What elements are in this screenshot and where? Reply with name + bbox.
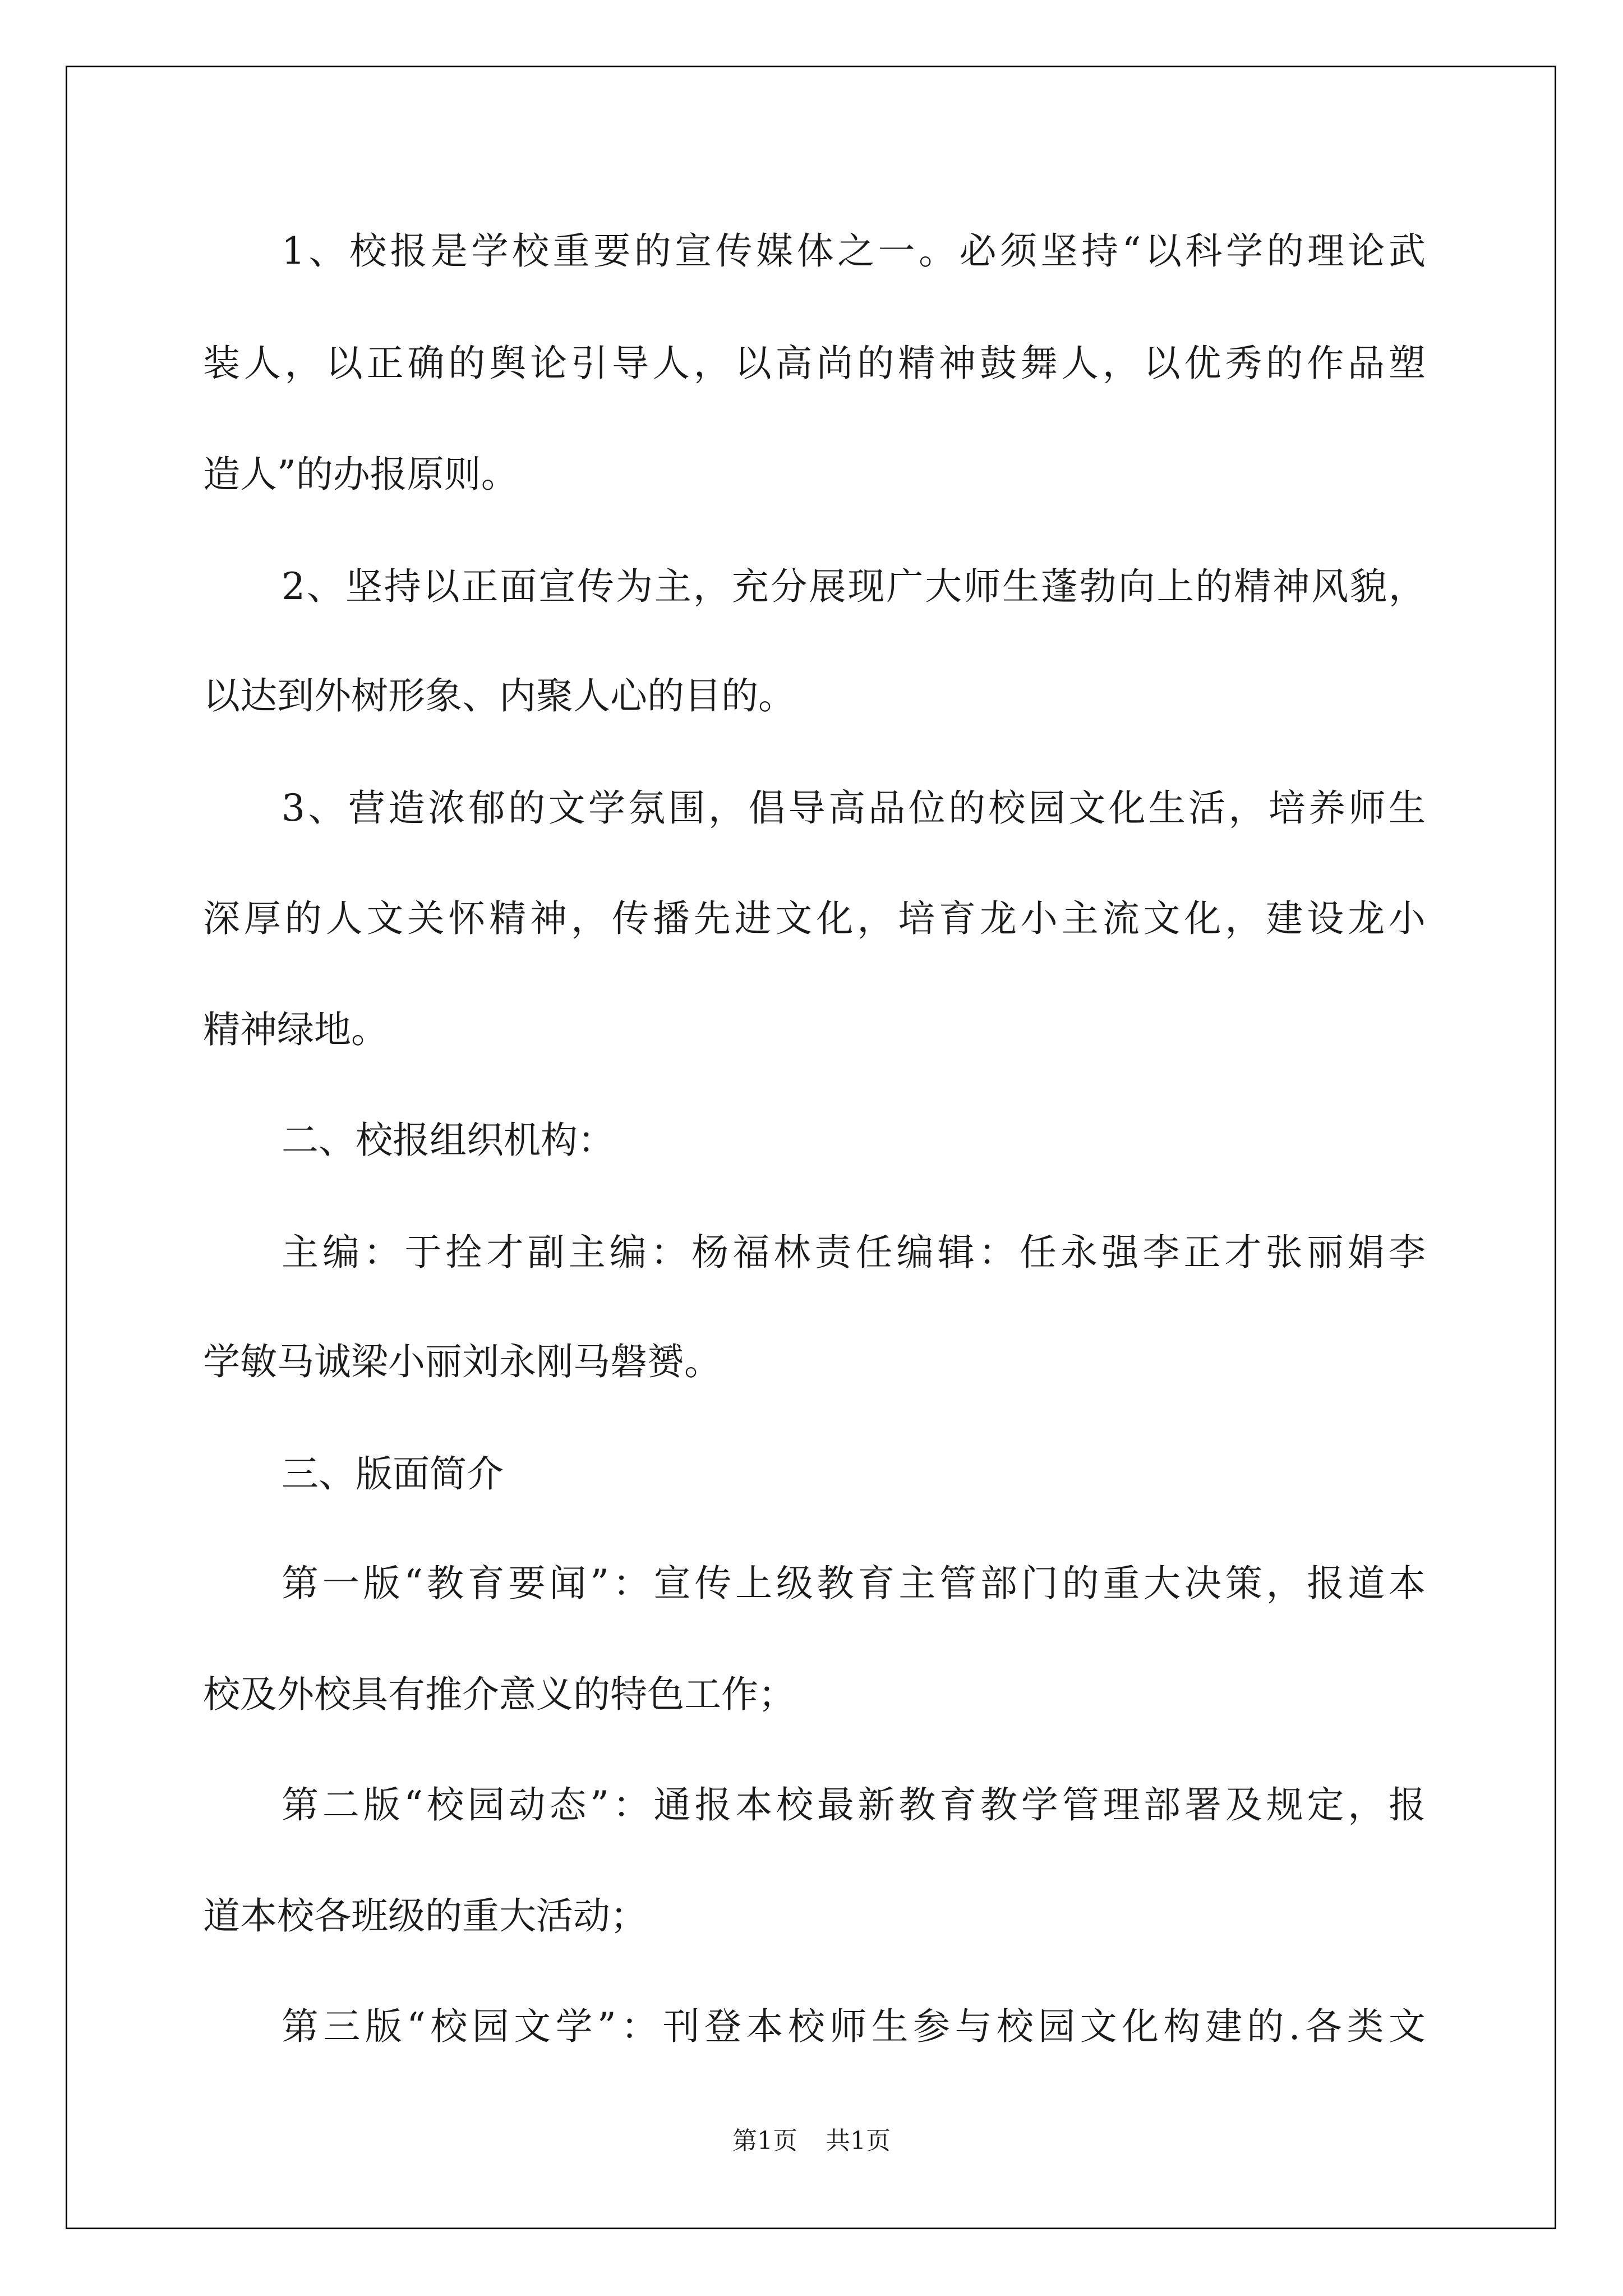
paragraph-3-line-3: 精神绿地。 — [203, 1008, 388, 1051]
paragraph-6-line-1: 第二版“校园动态”：通报本校最新教育教学管理部署及规定，报 — [282, 1783, 1426, 1826]
section-heading-3: 三、版面简介 — [282, 1452, 504, 1496]
paragraph-4-line-1: 主编：于拴才副主编：杨福林责任编辑：任永强李正才张丽娟李 — [282, 1231, 1426, 1274]
paragraph-4-line-2: 学敏马诚梁小丽刘永刚马磐赟。 — [203, 1340, 721, 1383]
paragraph-7-line-1: 第三版“校园文学”：刊登本校师生参与校园文化构建的.各类文 — [282, 2005, 1426, 2048]
paragraph-6-line-2: 道本校各班级的重大活动； — [203, 1894, 647, 1938]
paragraph-2-line-1: 2、坚持以正面宣传为主，充分展现广大师生蓬勃向上的精神风貌， — [282, 565, 1426, 608]
paragraph-3-line-1: 3、营造浓郁的文学氛围，倡导高品位的校园文化生活，培养师生 — [282, 786, 1426, 830]
section-heading-2: 二、校报组织机构： — [282, 1119, 615, 1162]
page-footer — [0, 2129, 1623, 2154]
paragraph-5-line-1: 第一版“教育要闻”：宣传上级教育主管部门的重大决策，报道本 — [282, 1562, 1426, 1605]
paragraph-3-line-2: 深厚的人文关怀精神，传播先进文化，培育龙小主流文化，建设龙小 — [203, 897, 1426, 940]
paragraph-1-line-3: 造人”的办报原则。 — [203, 453, 518, 496]
paragraph-1-line-2: 装人，以正确的舆论引导人，以高尚的精神鼓舞人，以优秀的作品塑 — [203, 342, 1426, 385]
paragraph-5-line-2: 校及外校具有推介意义的特色工作； — [203, 1673, 795, 1716]
page-total: 共1页 — [826, 2127, 891, 2155]
paragraph-2-line-2: 以达到外树形象、内聚人心的目的。 — [203, 674, 795, 717]
paragraph-1-line-1: 1、校报是学校重要的宣传媒体之一。必须坚持“以科学的理论武 — [282, 229, 1426, 273]
page-number: 第1页 — [732, 2127, 797, 2155]
